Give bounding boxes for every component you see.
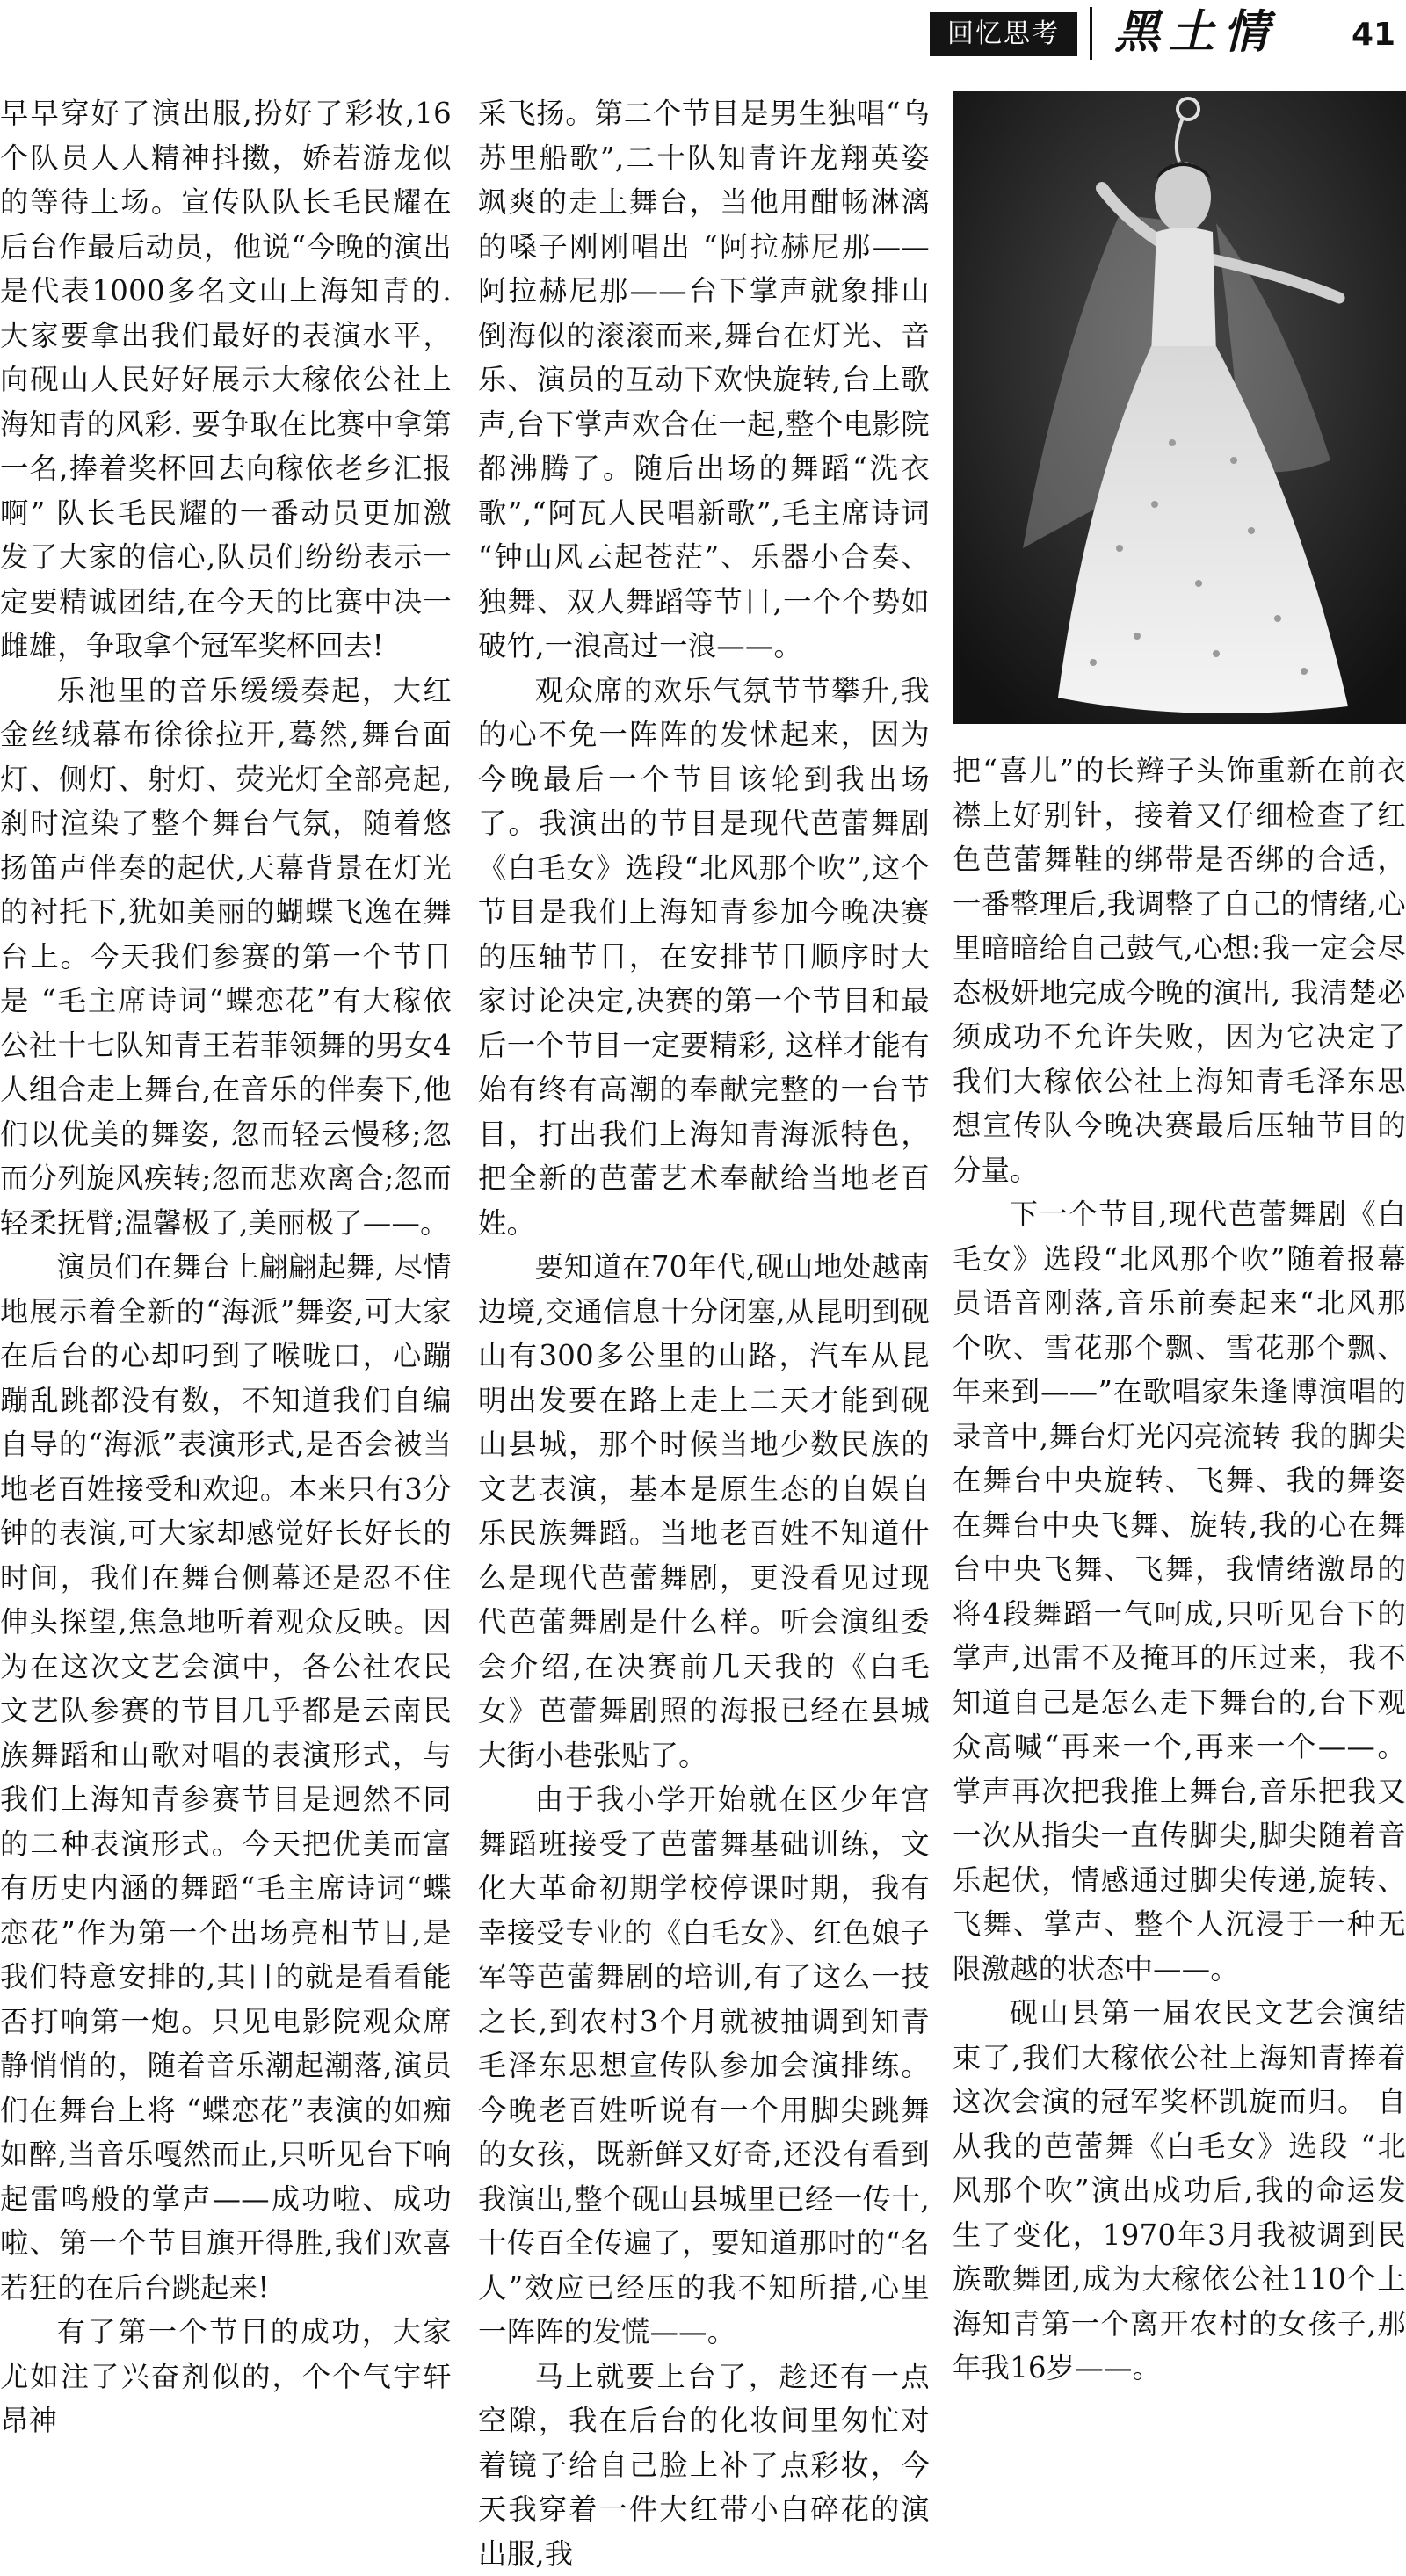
paragraph: 演员们在舞台上翩翩起舞, 尽情地展示着全新的“海派”舞姿,可大家在后台的心却叼到了喉咙口，心蹦蹦乱跳都没有数，不知道我们自编自导的“海派”表演形式,是否会被当地老百姓接受和欢迎。本来只有3分钟的表演,可大家却感觉好长好长的时间，我们在舞台侧幕还是忍不住伸头探望,焦急地听着观众反映。因为在这次文艺会演中，各公社农民文艺队参赛的节目几乎都是云南民族舞蹈和山歌对唱的表演形式，与我们上海知青参赛节目是迥然不同的二种表演形式。今天把优美而富有历史内涵的舞蹈“毛主席诗词“蝶恋花”作为第一个出场亮相节目,是我们特意安排的,其目的就是看看能否打响第一炮。只见电影院观众席静悄悄的，随着音乐潮起潮落,演员们在舞台上将 “蝶恋花”表演的如痴如醉,当音乐嘎然而止,只听见台下响起雷鸣般的掌声——成功啦、成功啦、第一个节目旗开得胜,我们欢喜若狂的在后台跳起来! — [0, 1245, 452, 2310]
paragraph: 有了第一个节目的成功，大家尤如注了兴奋剂似的，个个气宇轩昂神 — [0, 2310, 452, 2443]
paragraph: 采飞扬。第二个节目是男生独唱“乌苏里船歌”,二十队知青许龙翔英姿飒爽的走上舞台，当他用酣畅淋漓的嗓子刚刚唱出 “阿拉赫尼那——阿拉赫尼那——台下掌声就象排山倒海似的滚滚而来,舞台在灯光、音乐、演员的互动下欢快旋转,台上歌声,台下掌声欢合在一起,整个电影院都沸腾了。随后出场的舞蹈“洗衣歌”,“阿瓦人民唱新歌”,毛主席诗词 “钟山风云起苍茫”、乐器小合奏、独舞、双人舞蹈等节目,一个个势如破竹,一浪高过一浪——。 — [478, 91, 930, 669]
paragraph: 把“喜儿”的长辫子头饰重新在前衣襟上好别针，接着又仔细检查了红色芭蕾舞鞋的绑带是否绑的合适，一番整理后,我调整了自己的情绪,心里暗暗给自己鼓气,心想:我一定会尽态极妍地完成今晚的演出, 我清楚必须成功不允许失败，因为它决定了我们大稼依公社上海知青毛泽东思想宣传队今晚决赛最后压轴节目的分量。 — [953, 749, 1406, 1192]
article-column-right — [953, 749, 1406, 2391]
paragraph: 下一个节目,现代芭蕾舞剧《白毛女》选段“北风那个吹”随着报幕员语音刚落,音乐前奏起来“北风那个吹、雪花那个飘、雪花那个飘、年来到——”在歌唱家朱逢博演唱的录音中,舞台灯光闪亮流转 我的脚尖在舞台中央旋转、飞舞、我的舞姿在舞台中央飞舞、旋转,我的心在舞台中央飞舞、飞舞，我情绪激昂的将4段舞蹈一气呵成,只听见台下的掌声,迅雷不及掩耳的压过来，我不知道自己是怎么走下舞台的,台下观众高喊“再来一个,再来一个——。掌声再次把我推上舞台,音乐把我又一次从指尖一直传脚尖,脚尖随着音乐起伏，情感通过脚尖传递,旋转、飞舞、掌声、整个人沉浸于一种无限激越的状态中——。 — [953, 1192, 1406, 1991]
paragraph: 砚山县第一届农民文艺会演结束了,我们大稼依公社上海知青捧着这次会演的冠军奖杯凯旋而归。 自从我的芭蕾舞《白毛女》选段 “北风那个吹”演出成功后,我的命运发生了变化，1970年3月我被调到民族歌舞团,成为大稼依公社110个上海知青第一个离开农村的女孩子,那年我16岁——。 — [953, 1991, 1406, 2391]
page-header — [0, 0, 1406, 62]
magazine-logo: 黑土情 — [1114, 4, 1278, 62]
paragraph: 观众席的欢乐气氛节节攀升,我的心不免一阵阵的发怵起来，因为今晚最后一个节目该轮到我出场了。我演出的节目是现代芭蕾舞剧《白毛女》选段“北风那个吹”,这个节目是我们上海知青参加今晚决赛的压轴节目，在安排节目顺序时大家讨论决定,决赛的第一个节目和最后一个节目一定要精彩, 这样才能有始有终有高潮的奉献完整的一台节目，打出我们上海知青海派特色，把全新的芭蕾艺术奉献给当地老百姓。 — [478, 669, 930, 1246]
paragraph: 乐池里的音乐缓缓奏起，大红金丝绒幕布徐徐拉开,蓦然,舞台面灯、侧灯、射灯、荧光灯全部亮起,刹时渲染了整个舞台气氛，随着悠扬笛声伴奏的起伏,天幕背景在灯光的衬托下,犹如美丽的蝴蝶飞逸在舞台上。今天我们参赛的第一个节目是 “毛主席诗词“蝶恋花”有大稼依公社十七队知青王若菲领舞的男女4人组合走上舞台,在音乐的伴奏下,他们以优美的舞姿, 忽而轻云慢移;忽而分列旋风疾转;忽而悲欢离合;忽而轻柔抚臂;温馨极了,美丽极了——。 — [0, 669, 452, 1246]
article-column-middle — [478, 91, 930, 2576]
article-column-left — [0, 91, 452, 2443]
paragraph: 早早穿好了演出服,扮好了彩妆,16个队员人人精神抖擞，娇若游龙似的等待上场。宣传队队长毛民耀在后台作最后动员，他说“今晚的演出是代表1000多名文山上海知青的. 大家要拿出我们最好的表演水平，向砚山人民好好展示大稼依公社上海知青的风彩. 要争取在比赛中拿第一名,捧着奖杯回去向稼依老乡汇报啊” 队长毛民耀的一番动员更加激发了大家的信心,队员们纷纷表示一定要精诚团结,在今天的比赛中决一雌雄，争取拿个冠军奖杯回去! — [0, 91, 452, 669]
paragraph: 由于我小学开始就在区少年宫舞蹈班接受了芭蕾舞基础训练，文化大革命初期学校停课时期，我有幸接受专业的《白毛女》、红色娘子军等芭蕾舞剧的培训,有了这么一技之长,到农村3个月就被抽调到知青毛泽东思想宣传队参加会演排练。今晚老百姓听说有一个用脚尖跳舞的女孩，既新鲜又好奇,还没有看到我演出,整个砚山县城里已经一传十,十传百全传遍了，要知道那时的“名人”效应已经压的我不知所措,心里一阵阵的发慌——。 — [478, 1777, 930, 2355]
section-tag: 回忆思考 — [930, 12, 1077, 56]
ballet-dancer-photo — [953, 91, 1406, 724]
dancer-illustration — [953, 91, 1406, 724]
header-divider — [1090, 7, 1092, 60]
page-number: 41 — [1352, 14, 1395, 56]
paragraph: 马上就要上台了，趁还有一点空隙，我在后台的化妆间里匆忙对着镜子给自己脸上补了点彩妆，今天我穿着一件大红带小白碎花的演出服,我 — [478, 2355, 930, 2576]
paragraph: 要知道在70年代,砚山地处越南边境,交通信息十分闭塞,从昆明到砚山有300多公里的山路，汽车从昆明出发要在路上走上二天才能到砚山县城，那个时候当地少数民族的文艺表演，基本是原生态的自娱自乐民族舞蹈。当地老百姓不知道什么是现代芭蕾舞剧，更没看见过现代芭蕾舞剧是什么样。听会演组委会介绍,在决赛前几天我的《白毛女》芭蕾舞剧照的海报已经在县城大街小巷张贴了。 — [478, 1245, 930, 1777]
